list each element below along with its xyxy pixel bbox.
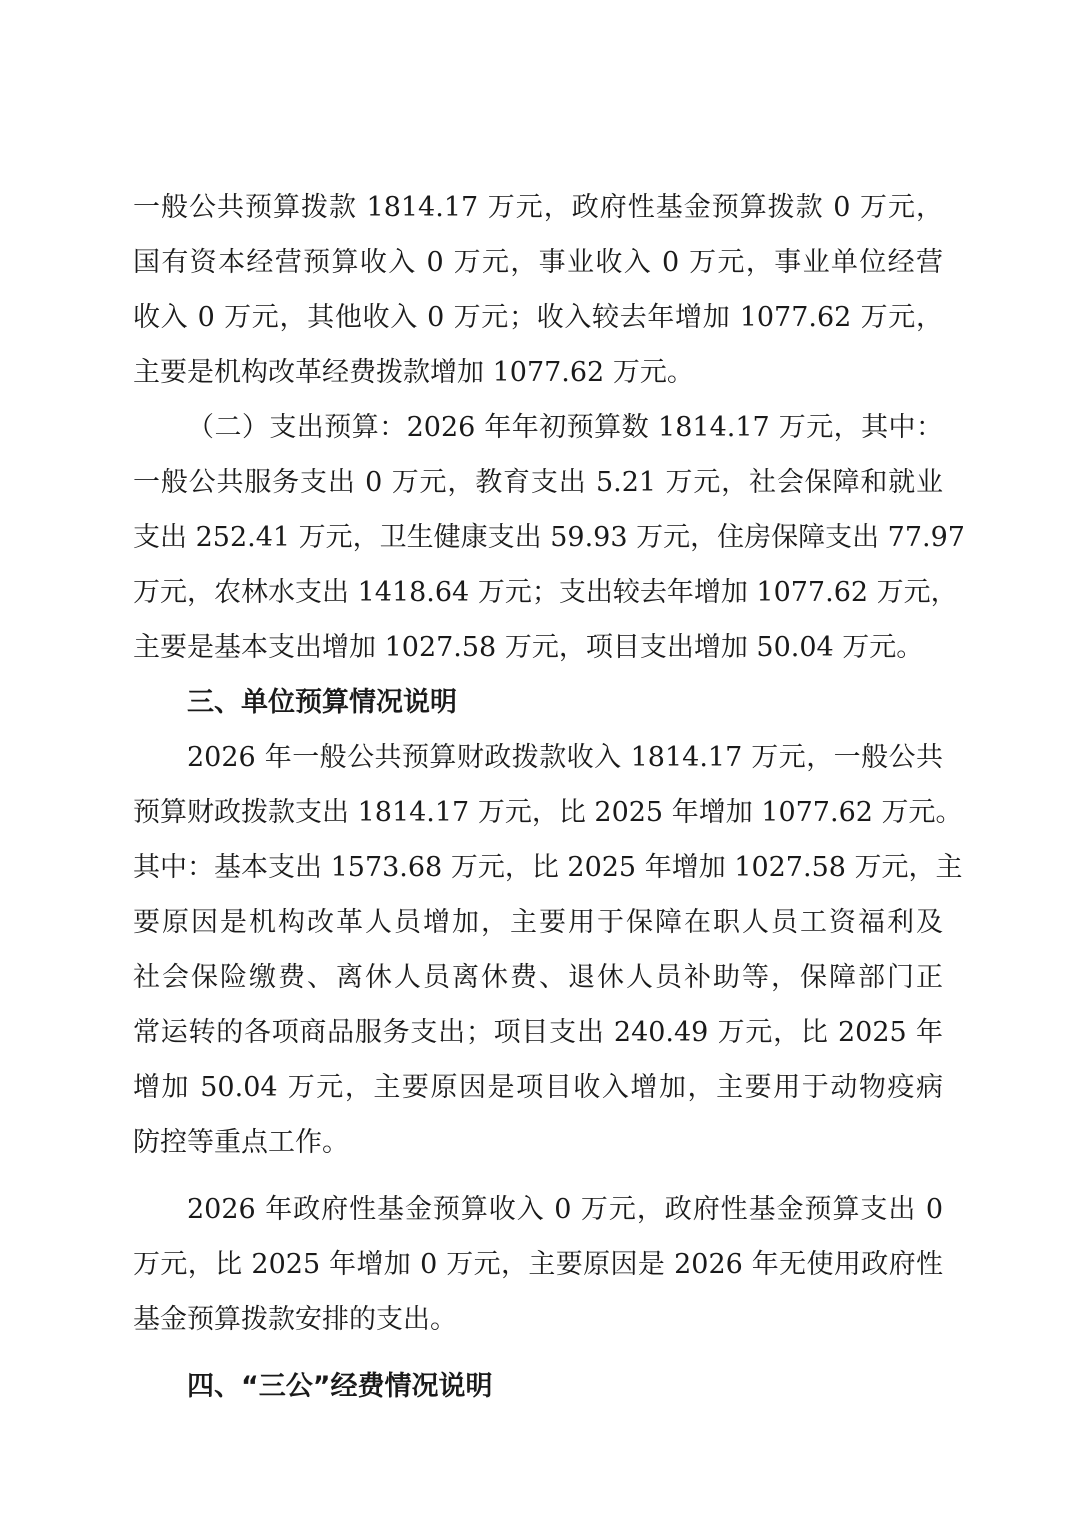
text-line: 支出 252.41 万元，卫生健康支出 59.93 万元，住房保障支出 77.97 — [133, 522, 965, 553]
text-line: 一般公共预算拨款 1814.17 万元，政府性基金预算拨款 0 万元， — [133, 192, 943, 223]
text-line: 防控等重点工作。 — [133, 1127, 349, 1158]
text-line: 主要是基本支出增加 1027.58 万元，项目支出增加 50.04 万元。 — [133, 632, 924, 663]
text-line: 社会保险缴费、离休人员离休费、退休人员补助等，保障部门正 — [133, 962, 943, 993]
paragraph-income — [133, 180, 943, 400]
paragraph-expense — [133, 400, 965, 675]
text-line: 2026 年一般公共预算财政拨款收入 1814.17 万元，一般公共 — [187, 742, 943, 773]
document-body — [133, 180, 965, 1414]
paragraph-budget — [133, 730, 963, 1170]
text-line: 2026 年政府性基金预算收入 0 万元，政府性基金预算支出 0 — [187, 1194, 943, 1225]
text-line: 其中：基本支出 1573.68 万元，比 2025 年增加 1027.58 万元，主 — [133, 852, 963, 883]
text-line: 增加 50.04 万元，主要原因是项目收入增加，主要用于动物疫病 — [133, 1072, 943, 1103]
text-line: 要原因是机构改革人员增加，主要用于保障在职人员工资福利及 — [133, 907, 943, 938]
text-line: 预算财政拨款支出 1814.17 万元，比 2025 年增加 1077.62 万元。 — [133, 797, 963, 828]
text-line: 常运转的各项商品服务支出；项目支出 240.49 万元，比 2025 年 — [133, 1017, 943, 1048]
text-line: 万元，农林水支出 1418.64 万元；支出较去年增加 1077.62 万元， — [133, 577, 958, 608]
text-line: 基金预算拨款安排的支出。 — [133, 1304, 457, 1335]
paragraph-fund — [133, 1182, 943, 1347]
text-line: 收入 0 万元，其他收入 0 万元；收入较去年增加 1077.62 万元， — [133, 302, 943, 333]
text-line: 主要是机构改革经费拨款增加 1077.62 万元。 — [133, 357, 694, 388]
spacer — [133, 1170, 943, 1182]
text-line: （二）支出预算：2026 年年初预算数 1814.17 万元，其中： — [187, 412, 943, 443]
spacer — [133, 1347, 943, 1359]
section-heading-three-public: 四、“三公”经费情况说明 — [187, 1371, 493, 1402]
text-line: 万元，比 2025 年增加 0 万元，主要原因是 2026 年无使用政府性 — [133, 1249, 943, 1280]
text-line: 一般公共服务支出 0 万元，教育支出 5.21 万元，社会保障和就业 — [133, 467, 943, 498]
section-heading-unit-budget: 三、单位预算情况说明 — [187, 687, 457, 718]
text-line: 国有资本经营预算收入 0 万元，事业收入 0 万元，事业单位经营 — [133, 247, 943, 278]
